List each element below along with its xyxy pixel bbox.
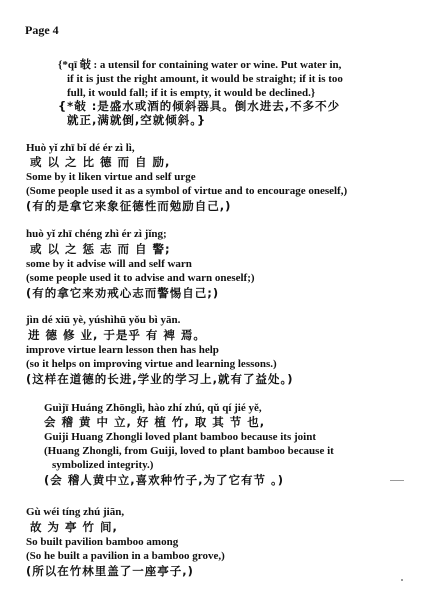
- block-5-translation: (所以在竹林里盖了一座亭子,): [26, 564, 194, 578]
- block-3-hanzi: 进 德 修 业, 于是乎 有 裨 焉。: [28, 328, 206, 342]
- note-chinese-line-2: 就正,满就倒,空就倾斜。}: [67, 113, 207, 127]
- block-2-english: some by it advise will and self warn: [26, 258, 192, 270]
- block-3-meaning: (so it helps on improving virtue and learning lessons.): [26, 358, 277, 370]
- note-english-line-2: if it is just the right amount, it would be straight; if it is too: [67, 73, 343, 85]
- block-1-hanzi: 或 以 之 比 德 而 自 励,: [30, 155, 171, 169]
- block-1-pinyin: Huò yǐ zhī bǐ dé ér zì lì,: [26, 142, 135, 154]
- block-2-pinyin: huò yǐ zhī chéng zhì ér zì jǐng;: [26, 228, 167, 240]
- block-2-translation: (有的拿它来劝戒心志而警惕自己;): [26, 286, 220, 300]
- block-3-english: improve virtue learn lesson then has help: [26, 344, 219, 356]
- page-number: Page 4: [25, 23, 59, 37]
- block-3-translation: (这样在道德的长进,学业的学习上,就有了益处。): [26, 372, 294, 386]
- block-2-hanzi: 或 以 之 惩 志 而 自 警;: [30, 242, 171, 256]
- scan-speck: [390, 480, 404, 481]
- block-3-pinyin: jìn dé xiū yè, yúshìhū yǒu bì yān.: [26, 314, 181, 326]
- note-english-line-1: {*qī 敧 : a utensil for containing water or wine. Put water in,: [58, 59, 342, 71]
- block-2-meaning: (some people used it to advise and warn oneself;): [26, 272, 255, 284]
- block-5-english: So built pavilion bamboo among: [26, 536, 179, 548]
- block-4-meaning-line-2: symbolized integrity.): [52, 459, 154, 471]
- note-chinese-line-1: {*敧 :是盛水或酒的倾斜器具。倒水进去,不多不少: [58, 99, 341, 113]
- note-english-line-3: full, it would fall; if it is empty, it would be declined.}: [67, 87, 316, 99]
- block-5-pinyin: Gù wéi tíng zhú jiān,: [26, 506, 125, 518]
- block-4-hanzi: 会 稽 黄 中 立, 好 植 竹, 取 其 节 也,: [44, 415, 266, 429]
- block-1-translation: (有的是拿它来象征德性而勉励自己,): [26, 199, 232, 213]
- block-4-meaning-line-1: (Huang Zhongli, from Guiji, loved to plant bamboo because it: [44, 445, 334, 457]
- block-4-english: Guiji Huang Zhongli loved plant bamboo because its joint: [44, 431, 316, 443]
- scan-speck: [401, 579, 403, 581]
- block-1-english: Some by it liken virtue and self urge: [26, 171, 196, 183]
- block-4-translation: (会 稽人黄中立,喜欢种竹子,为了它有节 。): [44, 473, 285, 487]
- block-5-meaning: (So he built a pavilion in a bamboo grove,): [26, 550, 225, 562]
- block-5-hanzi: 故 为 亭 竹 间,: [30, 520, 118, 534]
- block-4-pinyin: Guìjī Huáng Zhōnglì, hào zhí zhú, qǔ qí jié yě,: [44, 402, 262, 414]
- block-1-meaning: (Some people used it as a symbol of virtue and to encourage oneself,): [26, 185, 348, 197]
